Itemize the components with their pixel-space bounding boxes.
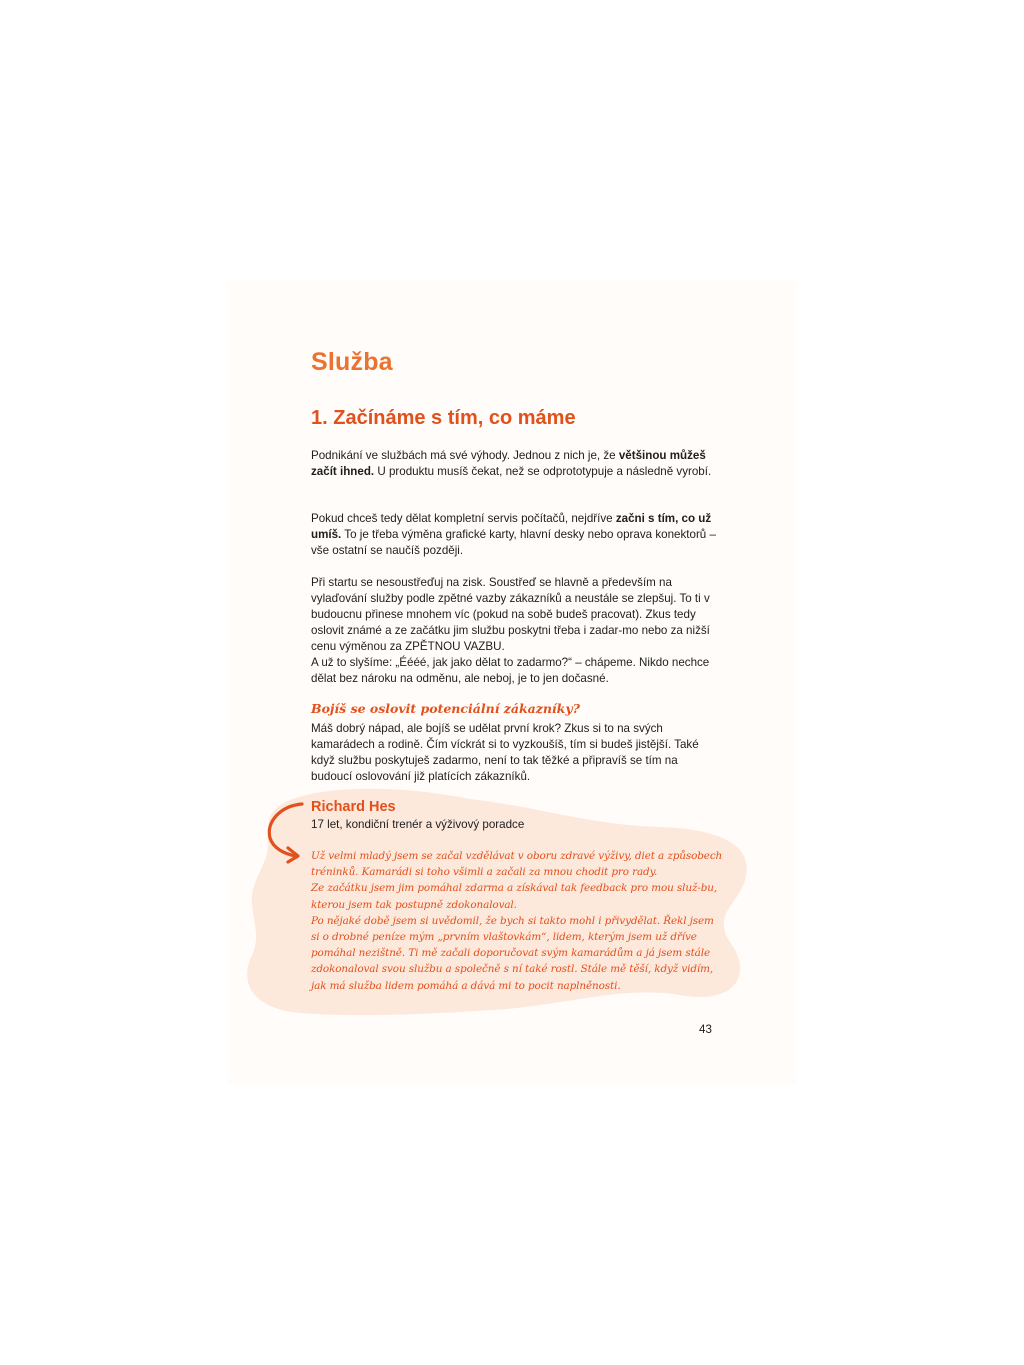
paragraph-3-line-1: Při startu se nesoustřeďuj na zisk. Soustřeď se hlavně a především na vylaďování služby podle zpětné vazby zákazníků a neustále se zlepšuj. To ti v budoucnu přinese mnohem víc (pokud na sobě budeš pracovat). Zkus tedy oslovit známé a ze začátku jim službu poskytni třeba i zadar-mo nebo za nižší cenu výměnou za ZPĚTNOU VAZBU. <box>311 576 710 653</box>
testimonial-quote <box>311 848 723 994</box>
quote-part-3: Po nějaké době jsem si uvědomil, že bych si takto mohl i přivydělat. Řekl jsem si o drobné peníze mým „prvním vlaštovkám“, lidem, kterým jsem už dříve pomáhal nezištně. Ti mě začali doporučovat svým kamarádům a já jsem stále zdokonaloval svou službu a společně s ní také rostl. Stále mě těší, když vidím, jak má služba lidem pomáhá a dává mi to pocit naplněnosti. <box>311 914 714 992</box>
testimonial-role: 17 let, kondiční trenér a výživový poradce <box>311 818 525 831</box>
chapter-title: Služba <box>311 348 393 376</box>
quote-part-1: Už velmi mladý jsem se začal vzdělávat v oboru zdravé výživy, diet a způsobech tréninků. Kamarádi si toho všimli a začali za mnou chodit pro rady. <box>311 850 723 879</box>
quote-part-2: Ze začátku jsem jim pomáhal zdarma a získával tak feedback pro mou služ-bu, kterou jsem tak postupně zdokonaloval. <box>311 882 718 911</box>
paragraph-3-line-2: A už to slyšíme: „Éééé, jak jako dělat to zadarmo?“ – chápeme. Nikdo nechce dělat bez nároku na odměnu, ale neboj, je to jen dočasné. <box>311 656 710 685</box>
page-number: 43 <box>699 1023 712 1036</box>
testimonial-name: Richard Hes <box>311 799 396 815</box>
subsection-title: Bojíš se oslovit potenciální zákazníky? <box>311 701 580 716</box>
paragraph-2-text-a: Pokud chceš tedy dělat kompletní servis počítačů, nejdříve <box>311 512 616 525</box>
paragraph-1 <box>311 448 721 480</box>
paragraph-2 <box>311 511 721 559</box>
paragraph-1-text-c: U produktu musíš čekat, než se odprototypuje a následně vyrobí. <box>374 465 712 478</box>
curved-arrow-icon <box>262 798 308 864</box>
paragraph-1-bold: většinou můžeš začít ihned. <box>311 449 706 478</box>
paragraph-2-bold: začni s tím, co už umíš. <box>311 512 712 541</box>
paragraph-1-text-a: Podnikání ve službách má své výhody. Jednou z nich je, že <box>311 449 619 462</box>
paragraph-3 <box>311 575 721 687</box>
subsection-paragraph: Máš dobrý nápad, ale bojíš se udělat první krok? Zkus si to na svých kamarádech a rodině. Čím víckrát si to vyzkoušíš, tím si budeš jistější. Také když službu poskytuješ zadarmo, není to tak těžké a připravíš se tím na budoucí oslovování již platících zákazníků. <box>311 722 699 783</box>
section-title: 1. Začínáme s tím, co máme <box>311 407 576 429</box>
paragraph-2-text-c: To je třeba výměna grafické karty, hlavní desky nebo oprava konektorů – vše ostatní se naučíš později. <box>311 528 716 557</box>
